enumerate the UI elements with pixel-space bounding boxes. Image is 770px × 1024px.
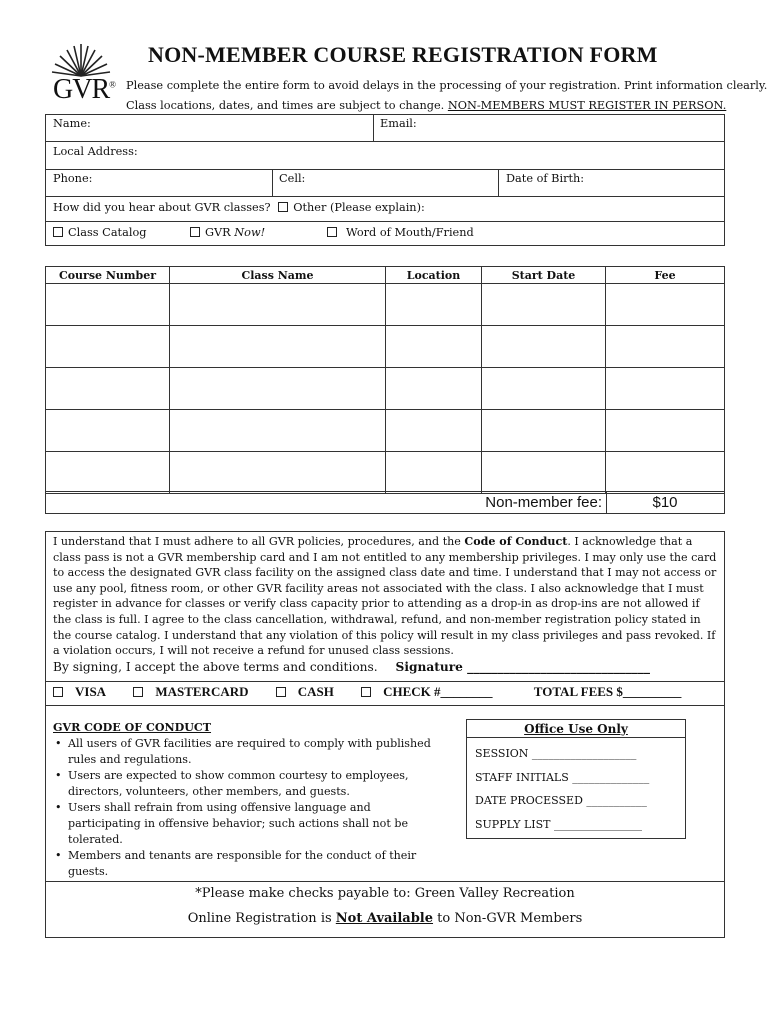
- list-item: • Users shall refrain from using offensive language and participating in offensive behavior; such actions shall not be tolerated.: [53, 800, 443, 848]
- cash-option[interactable]: CASH: [276, 684, 346, 699]
- staff-initials-field[interactable]: STAFF INITIALS ______________: [475, 770, 650, 784]
- start-date-cell[interactable]: [482, 326, 606, 368]
- terms-acceptance: By signing, I accept the above terms and conditions.: [53, 659, 378, 674]
- location-cell[interactable]: [386, 326, 482, 368]
- check-checkbox[interactable]: [361, 687, 371, 697]
- supply-list-field[interactable]: SUPPLY LIST ________________: [475, 817, 642, 831]
- session-field[interactable]: SESSION ___________________: [475, 747, 637, 760]
- mastercard-checkbox[interactable]: [133, 687, 143, 697]
- cell-field[interactable]: Cell:: [279, 172, 306, 185]
- cash-checkbox[interactable]: [276, 687, 286, 697]
- word-of-mouth-option[interactable]: Word of Mouth/Friend: [327, 226, 474, 239]
- location-cell[interactable]: [386, 284, 482, 326]
- fee-cell[interactable]: [606, 326, 725, 368]
- checks-payable-note: *Please make checks payable to: Green Valley Recreation: [195, 886, 575, 901]
- office-use-title: Office Use Only: [467, 720, 685, 738]
- signature-line[interactable]: Signature ______________________________: [395, 659, 650, 674]
- location-cell[interactable]: [386, 368, 482, 410]
- class-name-cell[interactable]: [170, 452, 386, 494]
- local-address-field[interactable]: Local Address:: [53, 145, 138, 158]
- code-of-conduct-title: GVR CODE OF CONDUCT: [53, 721, 212, 734]
- word-of-mouth-checkbox[interactable]: [327, 227, 337, 237]
- table-row: [46, 410, 725, 452]
- form-title: NON-MEMBER COURSE REGISTRATION FORM: [148, 42, 658, 67]
- fee-cell[interactable]: [606, 410, 725, 452]
- non-member-fee-row: [45, 491, 725, 514]
- class-catalog-checkbox[interactable]: [53, 227, 63, 237]
- logo-text: GVR®: [53, 74, 115, 105]
- visa-checkbox[interactable]: [53, 687, 63, 697]
- course-number-cell[interactable]: [46, 368, 170, 410]
- terms-text: I understand that I must adhere to all GVR policies, procedures, and the Code of Conduct. I acknowledge that a class pass is not a GVR membership card and I am not entitled to any membership privileges. I may only use the card to access the designated GVR class facility on the assigned class date and time. I understand that I may not access or use any pool, fitness room, or other GVR facility areas not associated with the class. I also acknowledge that I must register in advance for classes or verify class capacity prior to attending as a drop-in as drop-ins are not allowed if the class is full. I agree to the class cancellation, withdrawal, refund, and non-member registration policy stated in the course catalog. I understand that any violation of this policy will result in my class privileges and pass revoked. If a violation occurs, I will not receive a refund for unused class sessions. By signing, I accept the above terms and conditions. Signature ______________________________: [53, 535, 717, 674]
- class-name-cell[interactable]: [170, 326, 386, 368]
- location-cell[interactable]: [386, 410, 482, 452]
- how-heard-question: How did you hear about GVR classes? Other (Please explain):: [53, 201, 425, 214]
- table-header-row: [46, 267, 725, 284]
- course-number-cell[interactable]: [46, 410, 170, 452]
- fee-cell[interactable]: [606, 452, 725, 494]
- list-item: • All users of GVR facilities are required to comply with published rules and regulations.: [53, 736, 443, 768]
- name-field[interactable]: Name:: [53, 117, 91, 130]
- course-number-cell[interactable]: [46, 452, 170, 494]
- table-row: [46, 326, 725, 368]
- start-date-cell[interactable]: [482, 368, 606, 410]
- table-row: [46, 368, 725, 410]
- date-processed-field[interactable]: DATE PROCESSED ___________: [475, 794, 647, 807]
- form-instructions: Please complete the entire form to avoid delays in the processing of your registration. Print information clearly. Class locations, dates, and times are subject to change. NON-MEMBERS MUST REGISTER IN PERSON.: [126, 79, 768, 112]
- payment-options: [53, 684, 693, 700]
- non-member-fee-label: Non-member fee:: [485, 494, 602, 511]
- location-cell[interactable]: [386, 452, 482, 494]
- class-name-cell[interactable]: [170, 368, 386, 410]
- total-fees-field[interactable]: TOTAL FEES $_________: [533, 684, 682, 699]
- gvr-logo: [46, 40, 116, 110]
- visa-option[interactable]: VISA: [53, 684, 118, 699]
- course-table: [45, 266, 725, 494]
- gvr-now-option[interactable]: GVR Now!: [190, 226, 265, 239]
- non-member-fee-value: $10: [652, 494, 678, 511]
- header-class-name: Class Name: [170, 267, 386, 284]
- header-course-number: Course Number: [46, 267, 170, 284]
- header-fee: Fee: [606, 267, 725, 284]
- date-of-birth-field[interactable]: Date of Birth:: [506, 172, 585, 185]
- header-start-date: Start Date: [482, 267, 606, 284]
- start-date-cell[interactable]: [482, 284, 606, 326]
- class-name-cell[interactable]: [170, 410, 386, 452]
- fee-cell[interactable]: [606, 368, 725, 410]
- other-label: Other (Please explain):: [293, 201, 425, 214]
- check-option[interactable]: CHECK #________: [361, 684, 504, 699]
- table-row: [46, 284, 725, 326]
- list-item: • Users are expected to show common courtesy to employees, directors, volunteers, other members, and guests.: [53, 768, 443, 800]
- course-number-cell[interactable]: [46, 284, 170, 326]
- class-catalog-option[interactable]: Class Catalog: [53, 226, 146, 239]
- phone-field[interactable]: Phone:: [53, 172, 93, 185]
- table-row: [46, 452, 725, 494]
- fee-cell[interactable]: [606, 284, 725, 326]
- header-location: Location: [386, 267, 482, 284]
- footer-notes: [45, 881, 725, 931]
- email-field[interactable]: Email:: [380, 117, 417, 130]
- class-name-cell[interactable]: [170, 284, 386, 326]
- other-checkbox[interactable]: [278, 202, 288, 212]
- list-item: • Members and tenants are responsible for the conduct of their guests.: [53, 848, 443, 880]
- office-use-box: [466, 719, 686, 839]
- mastercard-option[interactable]: MASTERCARD: [133, 684, 260, 699]
- code-of-conduct: [53, 720, 443, 880]
- start-date-cell[interactable]: [482, 452, 606, 494]
- course-number-cell[interactable]: [46, 326, 170, 368]
- online-registration-note: Online Registration is Not Available to Non-GVR Members: [187, 911, 583, 926]
- start-date-cell[interactable]: [482, 410, 606, 452]
- gvr-now-checkbox[interactable]: [190, 227, 200, 237]
